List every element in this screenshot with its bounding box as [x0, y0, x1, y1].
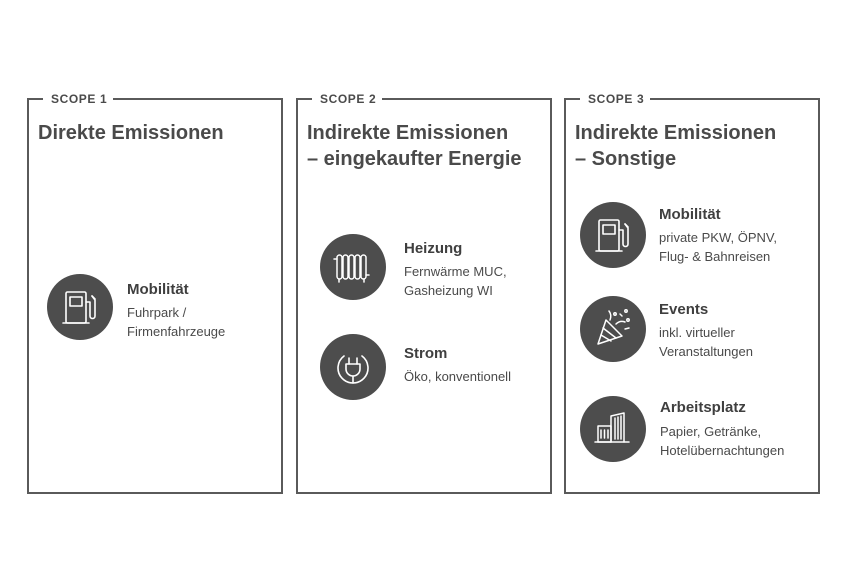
- scope-3-events-desc: [659, 323, 753, 361]
- scope-1-title-line-1: Direkte Emissionen: [38, 122, 224, 144]
- scope-3-panel: [564, 92, 820, 494]
- fuel-pump-icon: [47, 274, 113, 340]
- scope-3-events-title: Events: [659, 301, 709, 318]
- radiator-icon: [320, 234, 386, 300]
- scope-3-label: SCOPE 3: [580, 91, 650, 107]
- scope-2-power-title: Strom: [404, 345, 448, 362]
- desc-line: Fuhrpark /: [127, 305, 187, 320]
- power-plug-icon: [320, 334, 386, 400]
- scope-2-label: SCOPE 2: [312, 91, 382, 107]
- desc-line: Gasheizung WI: [404, 283, 493, 298]
- scope-3-mobility-desc: [659, 228, 777, 266]
- scope-2-title-line-2: – eingekaufter Energie: [307, 148, 522, 170]
- desc-line: private PKW, ÖPNV,: [659, 230, 778, 245]
- desc-line: Flug- & Bahnreisen: [659, 249, 771, 264]
- desc-line: Firmenfahrzeuge: [127, 324, 226, 339]
- scope-3-title-line-1: Indirekte Emissionen: [575, 122, 777, 144]
- desc-line: Veranstaltungen: [659, 344, 753, 359]
- scope-1-label: SCOPE 1: [43, 91, 113, 107]
- scope-1-item-desc: [127, 303, 225, 341]
- desc-line: Papier, Getränke,: [660, 424, 762, 439]
- scope-1-title: [38, 120, 224, 146]
- scope-2-title-line-1: Indirekte Emissionen: [307, 122, 509, 144]
- scope-2-heating-desc: [404, 262, 507, 300]
- scope-2-power-desc: [404, 367, 511, 386]
- scope-3-title-line-2: – Sonstige: [575, 148, 677, 170]
- desc-line: inkl. virtueller: [659, 325, 735, 340]
- scope-3-workplace-desc: [660, 422, 784, 460]
- desc-line: Öko, konventionell: [404, 369, 511, 384]
- party-popper-icon: [580, 296, 646, 362]
- office-building-icon: [580, 396, 646, 462]
- fuel-pump-icon: [580, 202, 646, 268]
- desc-line: Hotelübernachtungen: [660, 443, 785, 458]
- scope-2-heating-title: Heizung: [404, 240, 463, 257]
- scope-3-mobility-title: Mobilität: [659, 206, 721, 223]
- scope-1-panel: [27, 92, 283, 494]
- scope-2-title: [307, 120, 522, 172]
- scope-2-panel: [296, 92, 552, 494]
- scope-3-title: [575, 120, 776, 172]
- desc-line: Fernwärme MUC,: [404, 264, 507, 279]
- scope-3-workplace-title: Arbeitsplatz: [660, 399, 746, 416]
- scope-1-item-title: Mobilität: [127, 281, 189, 298]
